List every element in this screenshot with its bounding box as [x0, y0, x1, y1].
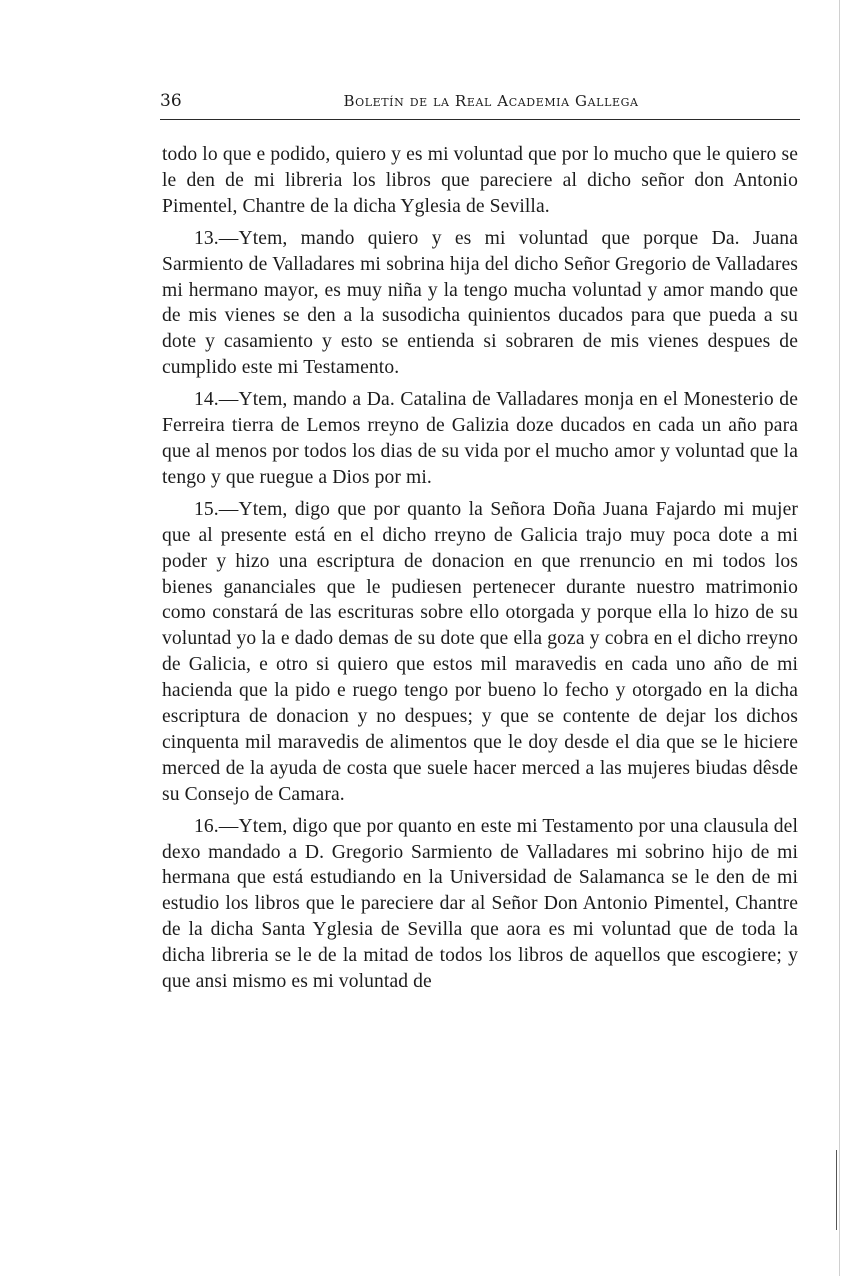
running-title: Boletín de la Real Academia Gallega — [343, 92, 639, 110]
scan-edge-mark — [836, 1150, 837, 1230]
paragraph-item-14: 14.—Ytem, mando a Da. Catalina de Valladares monja en el Monesterio de Ferreira tierra de Lemos rreyno de Galizia doze ducados en cada un año para que al menos por todos los dias de su vida por el mucho amor y voluntad que la tengo y que ruegue a Dios por mi. — [162, 389, 798, 488]
header-rule — [160, 119, 800, 120]
paragraph-item-16: 16.—Ytem, digo que por quanto en este mi Testamento por una clausula del dexo mandado a D. Gregorio Sarmiento de Valladares mi sobrino hijo de mi hermana que está estudiando en la Universidad de Salamanca se le den de mi estudio los libros que le pareciere dar al Señor Don Antonio Pimentel, Chantre de la dicha Santa Yglesia de Sevilla que aora es mi voluntad que de toda la dicha libreria se le de la mitad de todos los libros de aquellos que escogiere; y que ansi mismo es mi voluntad de — [162, 815, 798, 993]
page-header — [160, 88, 800, 114]
paragraph-item-15: 15.—Ytem, digo que por quanto la Señora Doña Juana Fajardo mi mujer que al presente está en el dicho rreyno de Galicia trajo muy poca dote a mi poder y hizo una escriptura de donacion en que rrenuncio en mi todos los bienes gananciales que le pudiesen pertenecer durante nuestro matrimonio como constará de las escrituras sobre ello otorgada y porque ella lo hizo de su voluntad yo la e dado demas de su dote que ella goza y cobra en el dicho rreyno de Galicia, e otro si quiero que estos mil maravedis en cada uno año de mi hacienda que la pido e ruego tengo por bueno lo fecho y otorgado en la dicha escriptura de donacion y no despues; y que se contente de dejar los dichos cinquenta mil maravedis de alimentos que le doy desde el dia que se le hiciere merced de la ayuda de costa que suele hacer merced a las mujeres biudas dêsde su Consejo de Camara. — [162, 498, 798, 805]
paragraph-item-13: 13.—Ytem, mando quiero y es mi voluntad que porque Da. Juana Sarmiento de Valladares mi sobrina hija del dicho Señor Gregorio de Valladares mi hermano mayor, es muy niña y la tengo mucha voluntad y amor mando que de mis vienes se den a la susodicha quinientos ducados para que pueda a su dote y casamiento y esto se entienda si sobraren de mis vienes despues de cumplido este mi Testamento. — [162, 227, 798, 379]
paragraph-continuation: todo lo que e podido, quiero y es mi voluntad que por lo mucho que le quiero se le den de mi libreria los libros que pareciere al dicho señor don Antonio Pimentel, Chantre de la dicha Yglesia de Sevilla. — [162, 144, 798, 217]
scan-edge-line — [839, 0, 840, 1276]
page-number: 36 — [160, 91, 182, 111]
body-text — [162, 142, 798, 995]
